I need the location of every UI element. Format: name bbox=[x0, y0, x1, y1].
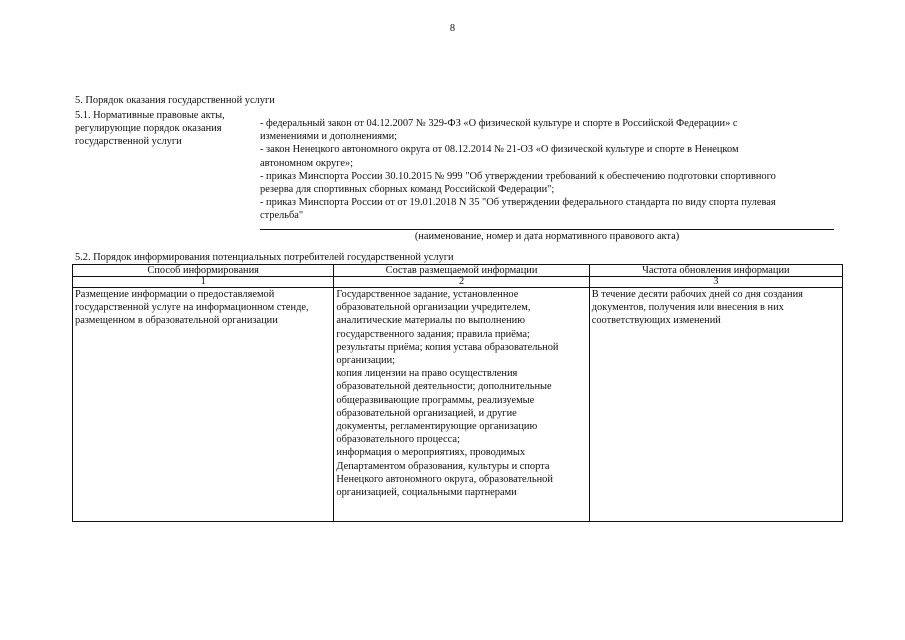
column-number: 1 bbox=[73, 277, 334, 288]
cell-line: информация о мероприятиях, проводимых bbox=[336, 447, 526, 459]
legal-act-line: - приказ Минспорта России от от 19.01.2018 N 35 "Об утверждении федерального стандарта по виду спорта пулевая bbox=[260, 197, 776, 209]
cell-line: государственной услуге на информационном стенде, bbox=[75, 302, 309, 314]
section-5-2-title: 5.2. Порядок информирования потенциальных потребителей государственной услуги bbox=[75, 252, 454, 263]
cell-frequency bbox=[589, 288, 842, 522]
header-method: Способ информирования bbox=[73, 265, 334, 277]
section-5-1-label bbox=[75, 109, 250, 149]
cell-method bbox=[73, 288, 334, 522]
cell-line: документы, регламентирующие организацию bbox=[336, 421, 538, 433]
column-number: 2 bbox=[334, 277, 589, 288]
cell-line: государственного задания; правила приёма; bbox=[336, 328, 530, 340]
legal-act-line: резерва для спортивных сборных команд Российской Федерации"; bbox=[260, 184, 555, 196]
cell-line: Ненецкого автономного округа, образовательной bbox=[336, 473, 553, 485]
cell-line: образовательной деятельности; дополнительные bbox=[336, 381, 552, 393]
column-number: 3 bbox=[589, 277, 842, 288]
legal-act-line: - закон Ненецкого автономного округа от 08.12.2014 № 21-ОЗ «О физической культуре и спорте в Ненецком bbox=[260, 144, 739, 156]
cell-line: Департаментом образования, культуры и спорта bbox=[336, 460, 550, 472]
cell-line: документов, получения или внесения в них bbox=[591, 302, 784, 314]
label-line: 5.1. Нормативные правовые акты, bbox=[75, 110, 225, 121]
cell-line: образовательной организации учредителем, bbox=[336, 302, 531, 314]
cell-line: образовательного процесса; bbox=[336, 434, 460, 446]
acts-caption: (наименование, номер и дата нормативного правового акта) bbox=[414, 231, 680, 242]
cell-content bbox=[334, 288, 589, 522]
cell-line: размещенном в образовательной организации bbox=[75, 315, 278, 327]
label-line: регулирующие порядок оказания bbox=[75, 123, 222, 135]
table-row bbox=[73, 288, 843, 522]
legal-act-line: стрельба" bbox=[260, 210, 304, 222]
section-5-title: 5. Порядок оказания государственной услуги bbox=[75, 95, 275, 106]
cell-line: аналитические материалы по выполнению bbox=[336, 315, 525, 327]
page-number: 8 bbox=[449, 23, 456, 34]
legal-acts-list bbox=[260, 117, 835, 223]
cell-line: организации; bbox=[336, 355, 396, 367]
table-number-row bbox=[73, 277, 843, 288]
label-line: государственной услуги bbox=[75, 136, 182, 148]
cell-line: Государственное задание, установленное bbox=[336, 289, 519, 300]
cell-line: организацией, социальными партнерами bbox=[336, 487, 517, 499]
cell-line: соответствующих изменений bbox=[591, 315, 721, 327]
cell-line: образовательной организацией, и другие bbox=[336, 407, 517, 419]
cell-line: Размещение информации о предоставляемой bbox=[75, 289, 275, 300]
legal-act-line: - федеральный закон от 04.12.2007 № 329-ФЗ «О физической культуре и спорте в Российской Федерации» с bbox=[260, 118, 738, 129]
information-table bbox=[72, 264, 843, 522]
header-frequency: Частота обновления информации bbox=[589, 265, 842, 277]
cell-line: общеразвивающие программы, реализуемые bbox=[336, 394, 535, 406]
cell-line: В течение десяти рабочих дней со дня создания bbox=[591, 289, 803, 300]
header-content: Состав размещаемой информации bbox=[334, 265, 589, 277]
legal-act-line: - приказ Минспорта России 30.10.2015 № 999 "Об утверждении требований к обеспечению подготовки спортивного bbox=[260, 170, 776, 182]
cell-line: копия лицензии на право осуществления bbox=[336, 368, 518, 380]
cell-line: результаты приёма; копия устава образовательной bbox=[336, 341, 559, 353]
table-header-row bbox=[73, 265, 843, 277]
legal-act-line: изменениями и дополнениями; bbox=[260, 131, 398, 143]
legal-act-line: автономном округе»; bbox=[260, 157, 354, 169]
